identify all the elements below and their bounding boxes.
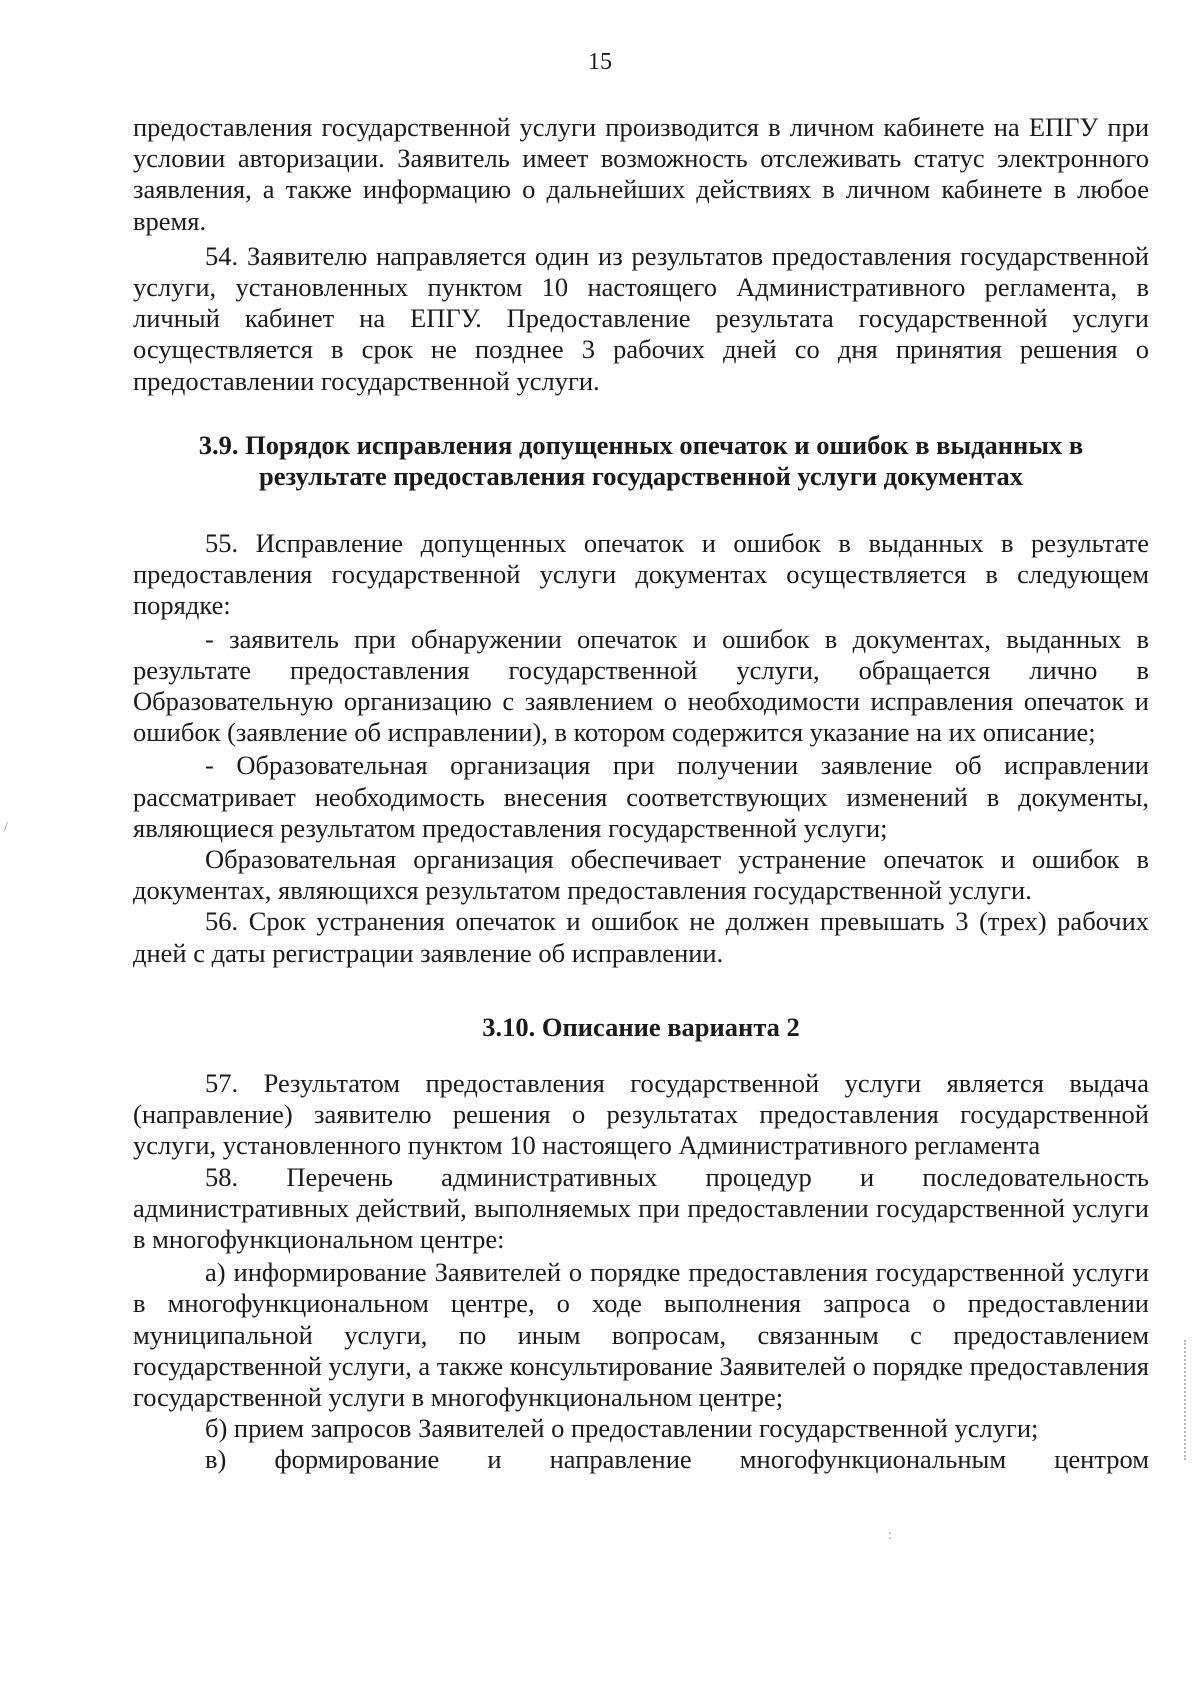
section-3-9-body [133,528,1149,969]
paragraph-58: 58. Перечень административных процедур и последовательность административных действий, выполняемых при предоставлении государственной услуги в многофункциональном центре: [133,1161,1149,1255]
list-item-a: а) информирование Заявителей о порядке предоставления государственной услуги в многофункциональном центре, о ходе выполнения запроса о предоставлении муниципальной услуги, по иным вопросам, связанным с предоставлением государственной услуги, а также консультирование Заявителей о порядке предоставления государственной услуги в многофункциональном центре; [133,1257,1149,1413]
scan-artifact: : [888,1528,892,1543]
heading-line: результате предоставления государственной услуги документах [258,461,1024,492]
list-item: - Образовательная организация при получении заявление об исправлении рассматривает необходимость внесения соответствующих изменений в документы, являющиеся результатом предоставления государственной услуги; [133,750,1149,843]
scan-artifact: / [4,820,8,835]
list-item-b: б) прием запросов Заявителей о предоставлении государственной услуги; [205,1413,1039,1444]
paragraph-57: 57. Результатом предоставления государственной услуги является выдача (направление) заявителю решения о результатах предоставления государственной услуги, установленного пунктом 10 настоящего Административного регламента [133,1068,1149,1161]
list-item-v: в) формирование и направление многофункциональным центром [205,1444,1149,1475]
paragraph: Образовательная организация обеспечивает устранение опечаток и ошибок в документах, являющихся результатом предоставления государственной услуги. [133,844,1149,906]
section-heading-3-10 [133,1012,1149,1043]
paragraph-54: 54. Заявителю направляется один из результатов предоставления государственной услуги, установленных пунктом 10 настоящего Административного регламента, в личный кабинет на ЕПГУ. Предоставление результата государственной услуги осуществляется в срок не позднее 3 рабочих дней со дня принятия решения о предоставлении государственной услуги. [133,240,1149,396]
page-number: 15 [588,49,612,75]
paragraph: предоставления государственной услуги производится в личном кабинете на ЕПГУ при условии авторизации. Заявитель имеет возможность отслеживать статус электронного заявления, а также информацию о дальнейших действиях в личном кабинете в любое время. [133,112,1149,236]
paragraph-56: 56. Срок устранения опечаток и ошибок не должен превышать 3 (трех) рабочих дней с даты регистрации заявление об исправлении. [133,906,1149,968]
scan-edge-artifact [1181,1340,1186,1460]
list-item: - заявитель при обнаружении опечаток и ошибок в документах, выданных в результате предоставления государственной услуги, обращается лично в Образовательную организацию с заявлением о необходимости исправления опечаток и ошибок (заявление об исправлении), в котором содержится указание на их описание; [133,623,1149,748]
section-continuation [133,112,1149,397]
section-heading-3-9 [133,430,1149,492]
heading-line: 3.10. Описание варианта 2 [482,1012,800,1042]
section-3-10-body [133,1068,1149,1476]
heading-line: 3.9. Порядок исправления допущенных опечаток и ошибок в выданных в [198,430,1084,460]
paragraph-55: 55. Исправление допущенных опечаток и ошибок в выданных в результате предоставления государственной услуги документах осуществляется в следующем порядке: [133,528,1149,621]
